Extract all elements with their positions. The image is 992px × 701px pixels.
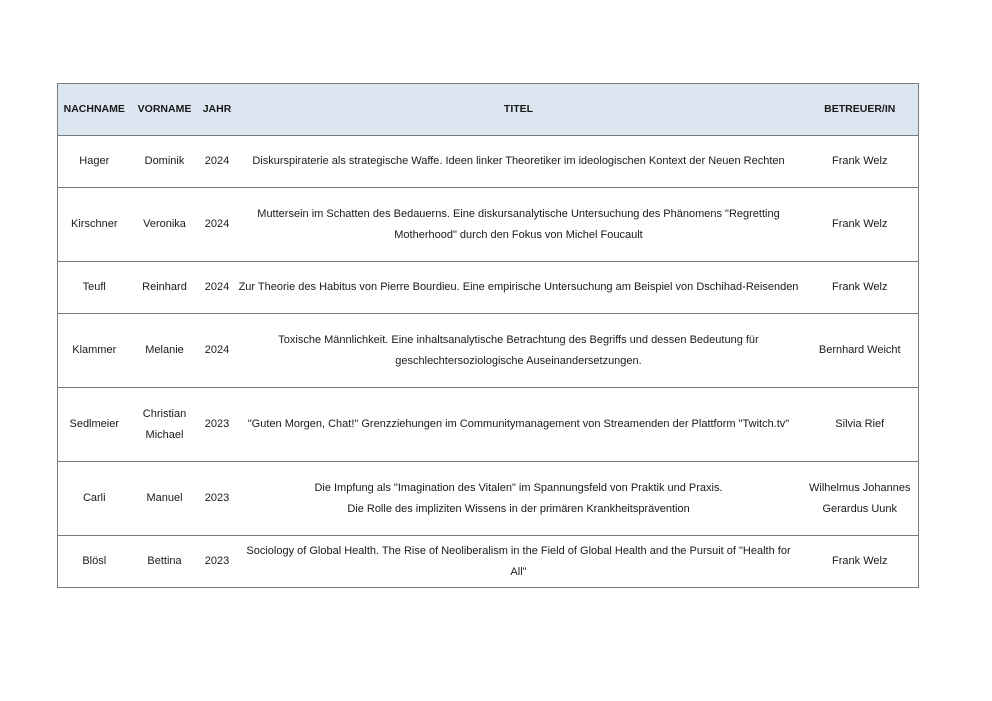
cell-titel — [236, 462, 802, 536]
cell-nachname: Teufl — [58, 262, 131, 314]
cell-jahr: 2024 — [199, 136, 236, 188]
betreuer-line-2: Gerardus Uunk — [822, 502, 898, 515]
vorname-line-2: Michael — [145, 428, 184, 441]
cell-jahr: 2023 — [199, 462, 236, 536]
cell-vorname: Veronika — [131, 188, 199, 262]
table-row — [58, 136, 919, 188]
cell-vorname: Dominik — [131, 136, 199, 188]
header-titel: TITEL — [236, 84, 802, 136]
table-row — [58, 314, 919, 388]
betreuer-line-1: Wilhelmus Johannes — [809, 481, 911, 494]
table-header — [58, 84, 919, 136]
cell-jahr: 2024 — [199, 314, 236, 388]
cell-vorname: Manuel — [131, 462, 199, 536]
cell-vorname: Bettina — [131, 536, 199, 588]
table-row — [58, 462, 919, 536]
cell-nachname: Kirschner — [58, 188, 131, 262]
cell-jahr: 2023 — [199, 388, 236, 462]
titel-line-1: Muttersein im Schatten des Bedauerns. Eine diskursanalytische Untersuchung des Phänomens "Regretting — [257, 207, 780, 220]
thesis-table — [57, 83, 919, 588]
titel-line-1: Toxische Männlichkeit. Eine inhaltsanalytische Betrachtung des Begriffs und dessen Bedeutung für — [278, 333, 759, 346]
titel-line-1: Die Impfung als "Imagination des Vitalen" im Spannungsfeld von Praktik und Praxis. — [314, 481, 723, 494]
cell-titel: Zur Theorie des Habitus von Pierre Bourdieu. Eine empirische Untersuchung am Beispiel von Dschihad-Reisenden — [236, 262, 802, 314]
cell-betreuer: Frank Welz — [802, 536, 919, 588]
cell-vorname — [131, 388, 199, 462]
cell-nachname: Carli — [58, 462, 131, 536]
header-jahr: JAHR — [199, 84, 236, 136]
cell-jahr: 2023 — [199, 536, 236, 588]
cell-titel — [236, 314, 802, 388]
cell-jahr: 2024 — [199, 188, 236, 262]
cell-betreuer: Silvia Rief — [802, 388, 919, 462]
cell-betreuer — [802, 462, 919, 536]
header-betreuer: BETREUER/IN — [802, 84, 919, 136]
cell-jahr: 2024 — [199, 262, 236, 314]
header-row — [58, 84, 919, 136]
cell-titel — [236, 188, 802, 262]
cell-betreuer: Frank Welz — [802, 262, 919, 314]
table-row — [58, 536, 919, 588]
cell-vorname: Reinhard — [131, 262, 199, 314]
cell-nachname: Hager — [58, 136, 131, 188]
cell-nachname: Blösl — [58, 536, 131, 588]
titel-line-2: Die Rolle des impliziten Wissens in der primären Krankheitsprävention — [347, 502, 690, 515]
cell-vorname: Melanie — [131, 314, 199, 388]
cell-nachname: Sedlmeier — [58, 388, 131, 462]
cell-betreuer: Frank Welz — [802, 188, 919, 262]
titel-line-2: Motherhood" durch den Fokus von Michel Foucault — [394, 228, 643, 241]
cell-nachname: Klammer — [58, 314, 131, 388]
cell-titel: "Guten Morgen, Chat!" Grenzziehungen im Communitymanagement von Streamenden der Plattform "Twitch.tv" — [236, 388, 802, 462]
titel-line-2: geschlechtersoziologische Auseinandersetzungen. — [395, 354, 642, 367]
cell-betreuer: Bernhard Weicht — [802, 314, 919, 388]
cell-betreuer: Frank Welz — [802, 136, 919, 188]
header-vorname: VORNAME — [131, 84, 199, 136]
cell-titel: Sociology of Global Health. The Rise of Neoliberalism in the Field of Global Health and the Pursuit of "Health for All" — [236, 536, 802, 588]
header-nachname: NACHNAME — [58, 84, 131, 136]
thesis-table-container — [57, 83, 918, 588]
table-row — [58, 188, 919, 262]
table-body — [58, 136, 919, 588]
cell-titel: Diskurspiraterie als strategische Waffe. Ideen linker Theoretiker im ideologischen Kontext der Neuen Rechten — [236, 136, 802, 188]
table-row — [58, 262, 919, 314]
table-row — [58, 388, 919, 462]
vorname-line-1: Christian — [142, 407, 187, 420]
